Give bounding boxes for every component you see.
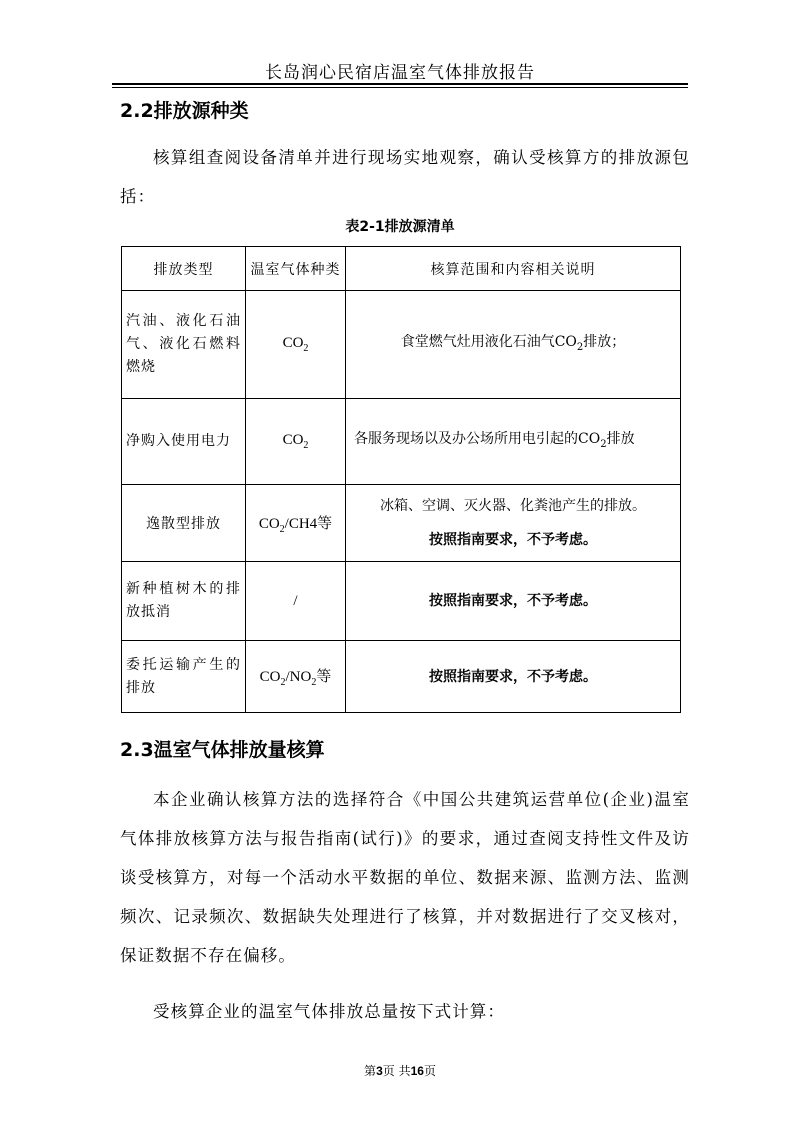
row-description-text: 冰箱、空调、灭火器、化粪池产生的排放。: [380, 498, 646, 514]
row-description: 各服务现场以及办公场所用电引起的$CO_2$排放: [346, 399, 681, 485]
table-header-row: [122, 247, 681, 291]
report-title: 长岛润心民宿店温室气体排放报告: [265, 63, 535, 83]
header-rule: [112, 83, 688, 85]
table-row: [122, 291, 681, 399]
header-scope-description: 核算范围和内容相关说明: [346, 247, 681, 291]
row-description: [346, 485, 681, 562]
table-caption: 表2-1排放源清单: [345, 219, 455, 235]
footer-mid: 页 共: [382, 1064, 411, 1078]
row-emission-type: 汽油、液化石油气、液化石燃料燃烧: [122, 291, 246, 399]
section-heading-2-2: 2.2排放源种类: [120, 100, 249, 122]
row-description: 食堂燃气灶用液化石油气$CO_2$排放；: [346, 291, 681, 399]
header-rule-thin: [112, 87, 688, 88]
section-2-3-paragraph: 本企业确认核算方法的选择符合《中国公共建筑运营单位(企业)温室气体排放核算方法与报告指南(试行)》的要求，通过查阅支持性文件及访谈受核算方，对每一个活动水平数据的单位、数据来源、监测方法、监测频次、记录频次、数据缺失处理进行了核算，并对数据进行了交叉核对，保证数据不存在偏移。: [120, 790, 690, 965]
section-heading-2-3: 2.3温室气体排放量核算: [120, 739, 325, 761]
table-row: [122, 485, 681, 562]
row-gas: $CO_2/NO_2$等: [246, 641, 346, 713]
header-emission-type: 排放类型: [122, 247, 246, 291]
row-note: 按照指南要求，不予考虑。: [429, 532, 597, 548]
footer-total-pages: 16: [410, 1064, 424, 1078]
row-emission-type: 净购入使用电力: [122, 399, 246, 485]
row-gas: $CO_2/CH4$等: [246, 485, 346, 562]
table-row: [122, 641, 681, 713]
row-note: 按照指南要求，不予考虑。: [346, 641, 681, 713]
footer-suffix: 页: [423, 1064, 436, 1078]
page-footer: [0, 1062, 800, 1079]
row-emission-type: 新种植树木的排放抵消: [122, 562, 246, 641]
row-gas: $CO_2$: [246, 399, 346, 485]
row-emission-type: 逸散型排放: [122, 485, 246, 562]
section-2-3-formula-intro: 受核算企业的温室气体排放总量按下式计算：: [153, 1002, 505, 1021]
row-gas: $CO_2$: [246, 291, 346, 399]
table-row: [122, 399, 681, 485]
table-row: [122, 562, 681, 641]
footer-prefix: 第: [364, 1064, 377, 1078]
header-gas-type: 温室气体种类: [246, 247, 346, 291]
emission-source-table: [121, 246, 681, 713]
row-emission-type: 委托运输产生的排放: [122, 641, 246, 713]
row-gas: /: [246, 562, 346, 641]
row-note: 按照指南要求，不予考虑。: [346, 562, 681, 641]
section-2-2-paragraph: 核算组查阅设备清单并进行现场实地观察，确认受核算方的排放源包括：: [120, 148, 690, 206]
footer-page-number: 3: [376, 1064, 383, 1078]
